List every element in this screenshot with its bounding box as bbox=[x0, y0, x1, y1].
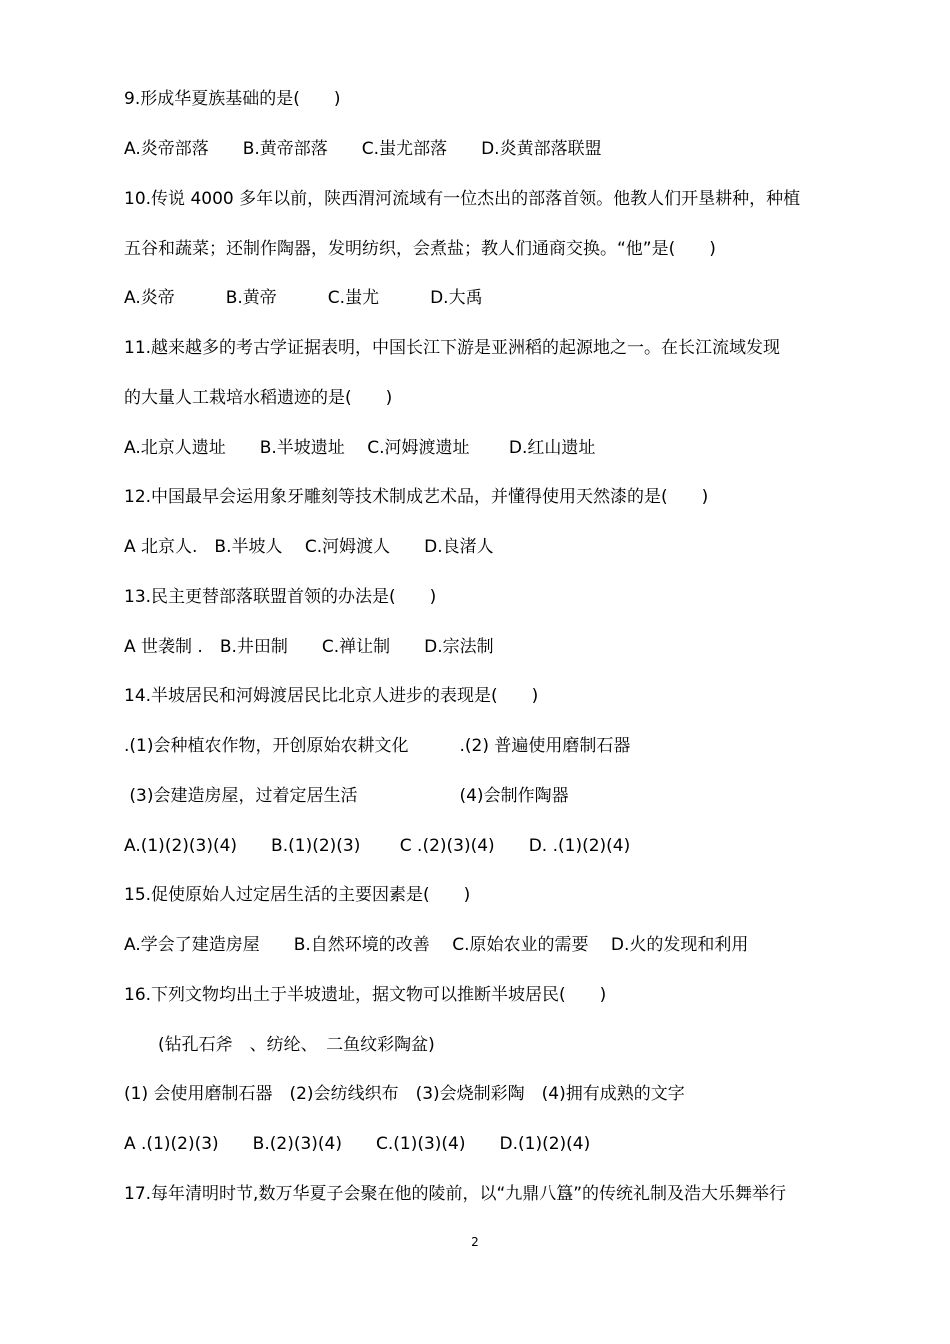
question-9-stem: 9.形成华夏族基础的是( ) bbox=[124, 89, 341, 109]
question-16-stem: 16.下列文物均出土于半坡遗址，据文物可以推断半坡居民( ) bbox=[124, 985, 607, 1005]
question-14-items-row1: .(1)会种植农作物，开创原始农耕文化 .(2) 普遍使用磨制石器 bbox=[124, 736, 631, 756]
question-12-options: A 北京人. B.半坡人 C.河姆渡人 D.良渚人 bbox=[124, 537, 494, 557]
question-12-stem: 12.中国最早会运用象牙雕刻等技术制成艺术品，并懂得使用天然漆的是( ) bbox=[124, 487, 709, 507]
question-15-options: A.学会了建造房屋 B.自然环境的改善 C.原始农业的需要 D.火的发现和利用 bbox=[124, 935, 749, 955]
question-10-stem-line1: 10.传说 4000 多年以前，陕西渭河流域有一位杰出的部落首领。他教人们开垦耕种，种植 bbox=[124, 189, 801, 209]
question-17-stem: 17.每年清明时节,数万华夏子会聚在他的陵前，以“九鼎八簋”的传统礼制及浩大乐舞举行 bbox=[124, 1184, 787, 1204]
question-10-options: A.炎帝 B.黄帝 C.蚩尤 D.大禹 bbox=[124, 288, 483, 308]
question-14-items-row2: (3)会建造房屋，过着定居生活 (4)会制作陶器 bbox=[124, 786, 569, 806]
question-16-options: A .(1)(2)(3) B.(2)(3)(4) C.(1)(3)(4) D.(1)(2)(4) bbox=[124, 1134, 591, 1154]
question-16-items: (1) 会使用磨制石器 (2)会纺线织布 (3)会烧制彩陶 (4)拥有成熟的文字 bbox=[124, 1084, 685, 1104]
question-11-stem-line1: 11.越来越多的考古学证据表明，中国长江下游是亚洲稻的起源地之一。在长江流域发现 bbox=[124, 338, 781, 358]
question-13-options: A 世袭制 . B.井田制 C.禅让制 D.宗法制 bbox=[124, 637, 494, 657]
question-10-stem-line2: 五谷和蔬菜；还制作陶器，发明纺织，会煮盐；教人们通商交换。“他”是( ) bbox=[124, 239, 716, 259]
question-15-stem: 15.促使原始人过定居生活的主要因素是( ) bbox=[124, 885, 471, 905]
question-11-options: A.北京人遗址 B.半坡遗址 C.河姆渡遗址 D.红山遗址 bbox=[124, 438, 596, 458]
question-9-options: A.炎帝部落 B.黄帝部落 C.蚩尤部落 D.炎黄部落联盟 bbox=[124, 139, 602, 159]
question-11-stem-line2: 的大量人工栽培水稻遗迹的是( ) bbox=[124, 388, 393, 408]
question-14-options: A.(1)(2)(3)(4) B.(1)(2)(3) C .(2)(3)(4) D. .(1)(2)(4) bbox=[124, 836, 631, 856]
question-13-stem: 13.民主更替部落联盟首领的办法是( ) bbox=[124, 587, 437, 607]
question-14-stem: 14.半坡居民和河姆渡居民比北京人进步的表现是( ) bbox=[124, 686, 539, 706]
question-16-artifacts: (钻孔石斧 、纺纶、 二鱼纹彩陶盆) bbox=[124, 1035, 435, 1055]
page-number: 2 bbox=[471, 1235, 479, 1249]
